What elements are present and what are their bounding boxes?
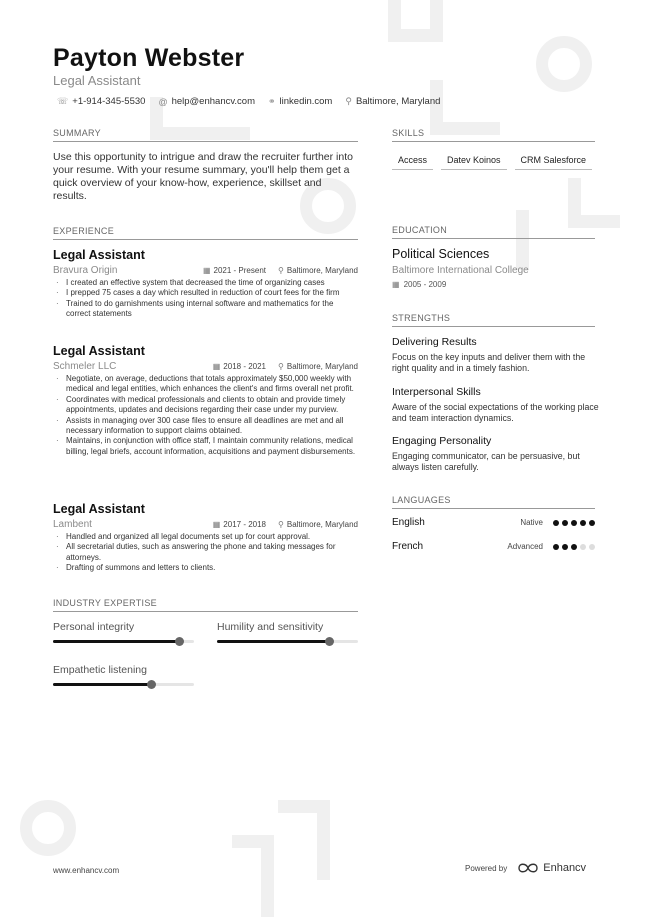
language-row (392, 517, 595, 528)
expertise-bar (53, 683, 194, 686)
email-icon: @ (158, 96, 168, 107)
education-degree: Political Sciences (392, 247, 490, 261)
job-dates: 2017 - 2018 (223, 520, 266, 529)
expertise-label: Personal integrity (53, 621, 135, 633)
job-dates: 2021 - Present (213, 266, 266, 275)
proficiency-dot-filled (580, 520, 586, 526)
company-name: Bravura Origin (53, 265, 118, 276)
proficiency-dot-filled (553, 544, 559, 550)
expertise-item (53, 664, 194, 686)
job-bullets (53, 532, 358, 574)
strength-item (392, 386, 602, 424)
language-proficiency (507, 542, 595, 551)
skill-tag: CRM Salesforce (515, 152, 593, 170)
education-school: Baltimore International College (392, 265, 529, 276)
language-level: Native (520, 518, 543, 527)
education-date-text: 2005 - 2009 (403, 280, 447, 289)
languages-heading: LANGUAGES (392, 495, 595, 509)
contact-text: +1-914-345-5530 (72, 96, 146, 107)
strength-title: Delivering Results (392, 336, 477, 348)
strength-desc: Engaging communicator, can be persuasive, but always listen carefully. (392, 451, 580, 472)
strengths-heading: STRENGTHS (392, 313, 595, 327)
location-icon: ⚲ (278, 266, 284, 275)
decor-shape (388, 0, 443, 42)
language-row (392, 541, 595, 552)
brand-logo[interactable] (517, 862, 586, 874)
job-title: Legal Assistant (53, 248, 145, 262)
language-dots (550, 520, 595, 526)
contact-phone[interactable] (57, 96, 145, 107)
enhancv-logo-icon (517, 862, 539, 874)
language-name: English (392, 517, 425, 528)
proficiency-dot-empty (589, 544, 595, 550)
footer-branding (465, 862, 586, 874)
language-dots (550, 544, 595, 550)
calendar-icon: ▦ (202, 266, 211, 275)
location-icon: ⚲ (278, 520, 284, 529)
bullet-item: · Trained to do garnishments using internal software and mathematics for the correct statements (53, 299, 358, 320)
expertise-bar (53, 640, 194, 643)
job-entry (53, 502, 358, 574)
footer-website[interactable]: www.enhancv.com (53, 866, 120, 875)
job-title: Legal Assistant (53, 502, 145, 516)
job-entry (53, 248, 358, 320)
phone-icon: ☏ (57, 96, 69, 106)
job-location: Baltimore, Maryland (286, 520, 358, 529)
strength-title: Interpersonal Skills (392, 386, 481, 398)
job-location: Baltimore, Maryland (286, 362, 358, 371)
proficiency-dot-filled (553, 520, 559, 526)
calendar-icon: ▦ (212, 520, 221, 529)
bullet-item: · Assists in managing over 300 case files to ensure all deadlines are met and all necessary information to support claims obtained. (53, 416, 358, 437)
contact-location (345, 96, 440, 107)
expertise-bar-fill (53, 640, 180, 643)
company-name: Schmeler LLC (53, 361, 117, 372)
expertise-item (217, 621, 358, 643)
decor-shape (568, 178, 620, 228)
decor-shape (430, 80, 500, 135)
job-meta (53, 519, 358, 530)
expertise-label: Empathetic listening (53, 664, 147, 676)
job-bullets (53, 278, 358, 320)
link-icon: ⚭ (267, 96, 276, 106)
expertise-heading: INDUSTRY EXPERTISE (53, 598, 358, 612)
bullet-item: · Coordinates with medical professionals and clients to obtain and provide timely appointments, updates and decisions regarding their case under my purview. (53, 395, 358, 416)
strength-title: Engaging Personality (392, 435, 492, 447)
job-details (213, 520, 358, 529)
job-location: Baltimore, Maryland (286, 266, 358, 275)
bullet-item: · I prepped 75 cases a day which resulted in reduction of court fees for the firm (53, 288, 358, 298)
job-details (213, 362, 358, 371)
expertise-bar-fill (217, 640, 330, 643)
job-meta (53, 265, 358, 276)
expertise-bar-knob (175, 637, 184, 646)
decor-shape (278, 800, 330, 880)
language-name: French (392, 541, 424, 552)
language-level: Advanced (507, 542, 543, 551)
candidate-title: Legal Assistant (53, 73, 141, 88)
decor-circle (20, 800, 76, 856)
bullet-item: · All secretarial duties, such as answering the phone and taking messages for attorneys. (53, 542, 358, 563)
contact-text: linkedin.com (279, 96, 333, 107)
company-name: Lambent (53, 519, 92, 530)
job-entry (53, 344, 358, 457)
calendar-icon: ▦ (212, 362, 221, 371)
candidate-name: Payton Webster (53, 44, 245, 72)
brand-name: Enhancv (543, 862, 587, 874)
proficiency-dot-filled (589, 520, 595, 526)
expertise-item (53, 621, 194, 643)
powered-by-label: Powered by (465, 863, 508, 873)
skill-tag: Datev Koinos (441, 152, 507, 170)
proficiency-dot-filled (571, 520, 577, 526)
calendar-icon: ▦ (392, 280, 400, 289)
skill-tag: Access (392, 152, 433, 170)
expertise-label: Humility and sensitivity (217, 621, 324, 633)
proficiency-dot-filled (562, 520, 568, 526)
strength-item (392, 336, 602, 374)
bullet-item: · Drafting of summons and letters to clients. (53, 563, 358, 573)
contact-linkedin[interactable] (268, 96, 332, 107)
experience-heading: EXPERIENCE (53, 226, 358, 240)
skills-list (392, 152, 602, 178)
contact-email[interactable] (158, 96, 255, 107)
education-heading: EDUCATION (392, 225, 595, 239)
job-bullets (53, 374, 358, 457)
location-icon: ⚲ (345, 96, 352, 106)
strength-desc: Focus on the key inputs and deliver them with the right quality and in a timely fashion. (392, 352, 586, 373)
expertise-bar (217, 640, 358, 643)
language-proficiency (520, 518, 595, 527)
bullet-item: · I created an effective system that decreased the time of organizing cases (53, 278, 358, 288)
contact-text: help@enhancv.com (171, 96, 255, 107)
expertise-bar-fill (53, 683, 152, 686)
decor-shape (516, 210, 546, 270)
proficiency-dot-empty (580, 544, 586, 550)
decor-circle (536, 36, 592, 92)
strength-desc: Aware of the social expectations of the working place and team interaction dynamics. (392, 402, 599, 423)
decor-shape (232, 835, 274, 917)
skills-heading: SKILLS (392, 128, 595, 142)
expertise-bar-knob (147, 680, 156, 689)
expertise-bar-knob (325, 637, 334, 646)
location-icon: ⚲ (278, 362, 284, 371)
contact-text: Baltimore, Maryland (355, 96, 441, 107)
job-details (203, 266, 358, 275)
proficiency-dot-filled (571, 544, 577, 550)
proficiency-dot-filled (562, 544, 568, 550)
summary-heading: SUMMARY (53, 128, 358, 142)
job-meta (53, 361, 358, 372)
job-dates: 2018 - 2021 (223, 362, 266, 371)
strength-item (392, 435, 602, 473)
contact-bar (57, 96, 453, 107)
education-dates (392, 280, 446, 289)
summary-text: Use this opportunity to intrigue and draw the recruiter further into your resume. With your resume summary, you'll help them get a quick overview of your know-how, experience, skillset and results. (53, 151, 353, 202)
bullet-item: · Negotiate, on average, deductions that totals approximately $50,000 weekly with medical and legal entities, which enhances the client's and firms overall net profit. (53, 374, 358, 395)
bullet-item: · Maintains, in conjunction with office staff, I maintain community relations, medical billing, legal briefs, account information, acquisitions and payment disbursements. (53, 436, 358, 457)
bullet-item: · Handled and organized all legal documents set up for court approval. (53, 532, 358, 542)
job-title: Legal Assistant (53, 344, 145, 358)
